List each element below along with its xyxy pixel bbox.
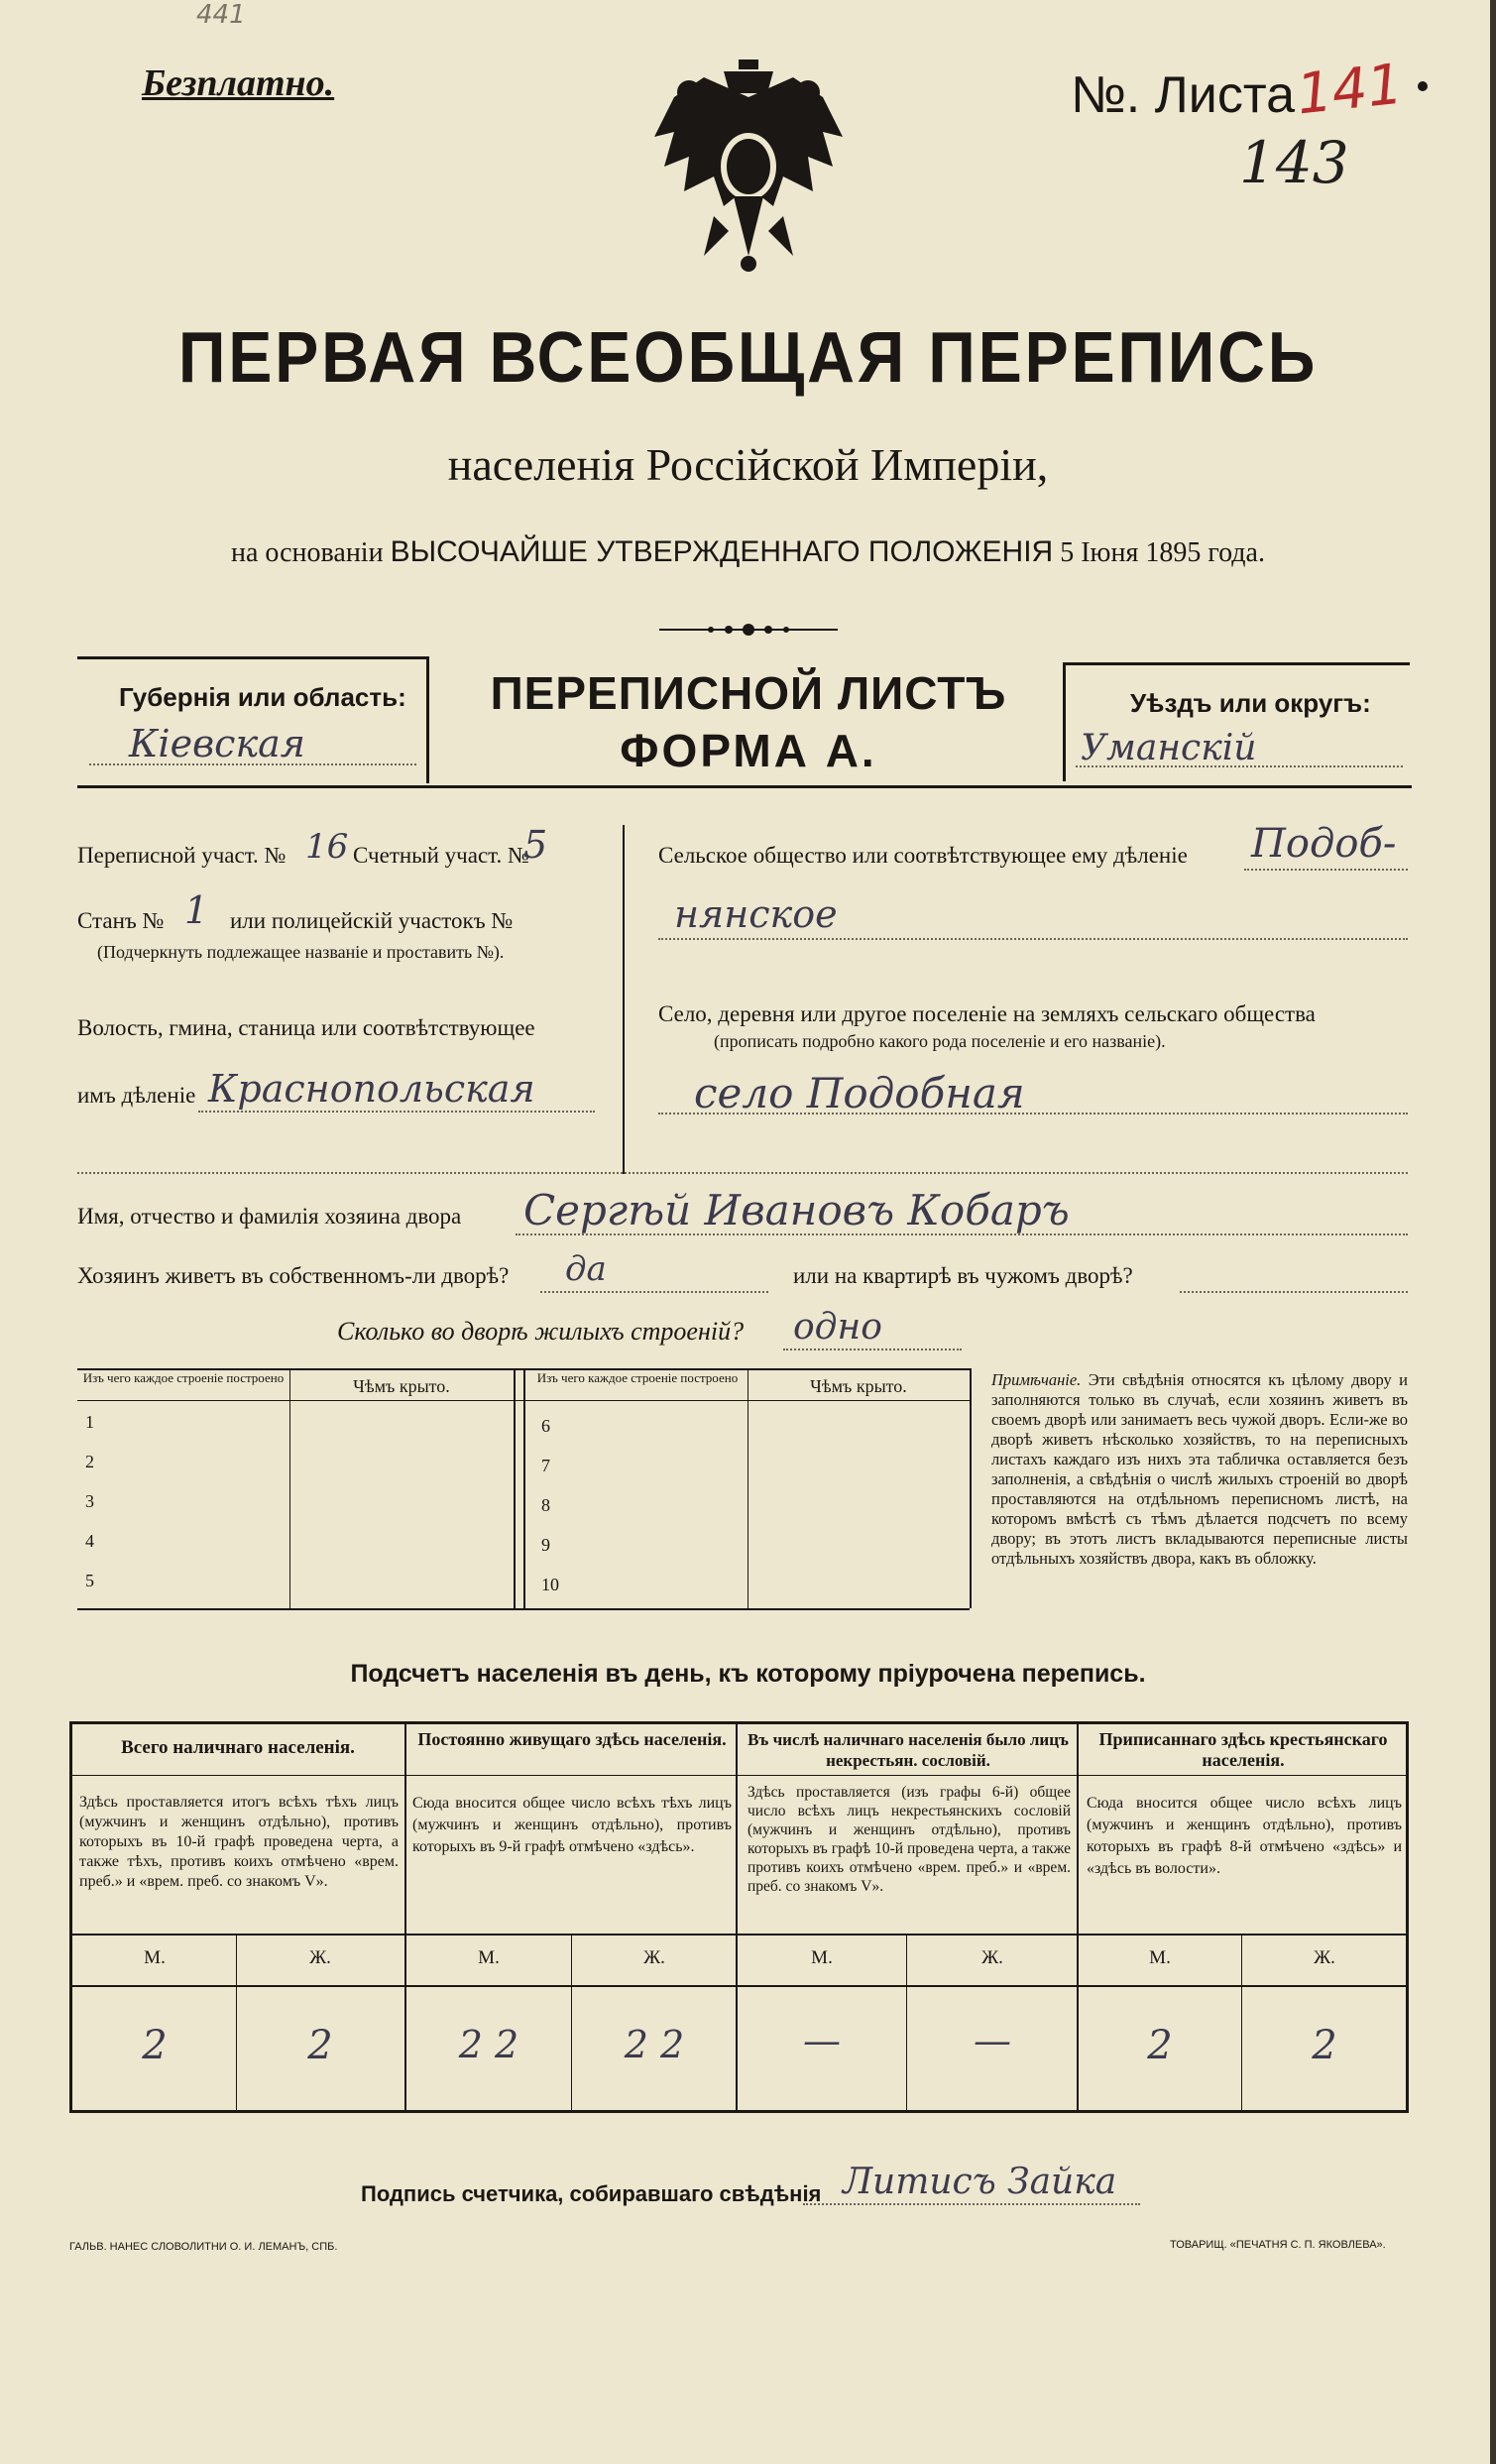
signature-label: Подпись счетчика, собиравшаго свѣдѣнія — [361, 2181, 822, 2206]
obshchestvo-value-2: нянское — [674, 892, 838, 936]
schetny-uchast-value: 5 — [523, 823, 548, 867]
selo-value: село Подобная — [694, 1069, 1025, 1117]
selo-label: Село, деревня или другое поселеніе на земляхъ сельскаго общества — [658, 1001, 1316, 1026]
uezd-label: Уѣздъ или округъ: — [1130, 688, 1371, 718]
buildings-col-material-right: Изъ чего каждое строеніе построено — [536, 1370, 739, 1385]
census-basis — [0, 535, 1496, 569]
sheet-number-label: №. Листа — [1071, 66, 1296, 124]
count-col-total-title: Всего наличнаго населенія. — [121, 1737, 355, 1758]
census-title: ПЕРВАЯ ВСЕОБЩАЯ ПЕРЕПИСЬ — [177, 318, 1319, 398]
count-total-m-value: 2 — [142, 2023, 168, 2068]
stan-note: (Подчеркнуть подлежащее названіе и проставить №). — [97, 942, 505, 962]
buildings-value: одно — [793, 1307, 882, 1348]
building-row-number: 7 — [541, 1456, 550, 1475]
count-col-permanent-desc: Сюда вносится общее число всѣхъ тѣхъ лицъ (мужчинъ и женщинъ отдѣльно), противъ которыхъ въ 9-й графѣ отмѣчено «здѣсь». — [412, 1795, 732, 1855]
count-heading: Подсчетъ населенія въ день, къ которому пріурочена перепись. — [350, 1660, 1146, 1688]
census-subtitle: населенія Россійской Имперіи, — [447, 439, 1049, 490]
pencil-archive-number: 441 — [196, 0, 246, 30]
buildings-col-roof-right: Чѣмъ крыто. — [810, 1376, 907, 1396]
schetny-uchast-label: Счетный участ. № — [353, 843, 529, 868]
perepis-uchast-value: 16 — [305, 827, 349, 867]
own-yard-label: Хозяинъ живетъ въ собственномъ-ли дворѣ? — [77, 1263, 510, 1288]
buildings-col-material-left: Изъ чего каждое строеніе построено — [82, 1370, 285, 1385]
sheet-number-value: 141 — [1293, 52, 1406, 128]
count-m-label: М. — [1149, 1947, 1171, 1968]
count-zh-label: Ж. — [1314, 1947, 1335, 1968]
count-col-nonpeasant-title: Въ числѣ наличнаго населенія было лицъ некрестьян. сословій. — [748, 1730, 1069, 1770]
count-m-label: М. — [144, 1947, 166, 1968]
count-permanent-zh-value: 2 2 — [624, 2023, 685, 2066]
footer-left-imprint: ГАЛЬВ. НАНЕС СЛОВОЛИТНИ О. И. ЛЕМАНЪ, СПБ. — [69, 2241, 338, 2253]
owner-label: Имя, отчество и фамилія хозяина двора — [77, 1204, 462, 1229]
volost-label-2: имъ дѣленіе — [77, 1083, 196, 1108]
count-col-peasant-title: Приписаннаго здѣсь крестьянскаго населенія. — [1098, 1729, 1388, 1770]
sheet-number-dot — [1418, 81, 1428, 91]
count-m-label: М. — [811, 1947, 833, 1968]
gubernia-value: Кіевская — [129, 722, 305, 765]
building-row-number: 9 — [541, 1535, 550, 1555]
volost-label-1: Волость, гмина, станица или соотвѣтствующее — [77, 1015, 535, 1040]
obshchestvo-label: Сельское общество или соотвѣтствующее ему дѣленіе — [658, 843, 1188, 868]
count-col-permanent-title: Постоянно живущаго здѣсь населенія. — [417, 1729, 727, 1749]
building-row-number: 10 — [541, 1575, 559, 1594]
stan-value: 1 — [184, 888, 209, 932]
footer-right-imprint: ТОВАРИЩ. «ПЕЧАТНЯ С. П. ЯКОВЛЕВА». — [1170, 2239, 1386, 2251]
volost-value: Краснопольская — [208, 1067, 535, 1111]
building-row-number: 3 — [85, 1491, 94, 1511]
note-head: Примѣчаніе. — [991, 1370, 1082, 1389]
uezd-value: Уманскій — [1081, 728, 1257, 768]
stan-label: Станъ № — [77, 908, 165, 933]
building-row-number: 1 — [85, 1412, 94, 1432]
form-subtitle: ФОРМА А. — [620, 725, 877, 776]
count-nonpeasant-zh-value: — — [974, 2019, 1011, 2062]
count-zh-label: Ж. — [981, 1947, 1003, 1968]
count-col-peasant-desc: Сюда вносится общее число всѣхъ лицъ (мужчинъ и женщинъ отдѣльно), противъ которыхъ въ графѣ 8-й отмѣчено «здѣсь» и «здѣсь въ волости». — [1087, 1795, 1402, 1877]
gubernia-label: Губернія или область: — [119, 682, 406, 712]
count-permanent-m-value: 2 2 — [458, 2023, 519, 2066]
pencil-sheet-number: 143 — [1239, 129, 1349, 196]
owner-value: Сергѣй Ивановъ Кобаръ — [523, 1186, 1070, 1234]
basis-date: 5 Іюня 1895 года. — [1060, 537, 1265, 568]
count-peasant-m-value: 2 — [1147, 2023, 1173, 2068]
building-row-number: 2 — [85, 1452, 94, 1471]
buildings-col-roof-left: Чѣмъ крыто. — [353, 1376, 450, 1396]
note — [991, 1370, 1408, 1569]
own-yard-value: да — [565, 1249, 607, 1289]
count-total-zh-value: 2 — [307, 2023, 333, 2068]
form-title: ПЕРЕПИСНОЙ ЛИСТЪ — [490, 667, 1007, 719]
building-row-number: 4 — [85, 1531, 94, 1551]
basis-caps: ВЫСОЧАЙШЕ УТВЕРЖДЕННАГО ПОЛОЖЕНІЯ — [390, 535, 1054, 568]
building-row-number: 5 — [85, 1571, 94, 1590]
police-label: или полицейскій участокъ № — [230, 908, 514, 933]
count-m-label: М. — [478, 1947, 500, 1968]
ornament-divider — [659, 617, 838, 643]
signature-value: Литисъ Зайка — [843, 2162, 1117, 2202]
free-label: Безплатно. — [142, 62, 335, 104]
building-row-number: 6 — [541, 1416, 550, 1436]
building-row-number: 8 — [541, 1495, 550, 1515]
double-headed-eagle-emblem — [644, 58, 853, 276]
count-zh-label: Ж. — [309, 1947, 331, 1968]
note-text: Эти свѣдѣнія относятся къ цѣлому двору и заполняются только въ случаѣ, если хозяинъ живетъ въ своемъ дворѣ или занимаетъ весь чужой дворъ. Если-же во дворѣ живетъ нѣсколько хозяйствъ, то на переписныхъ листахъ каждаго изъ нихъ эта табличка оставляется безъ заполненія, а свѣдѣнія о числѣ жилыхъ строеній во дворѣ проставляются на отдѣльномъ переписномъ листѣ, на которомъ вмѣстѣ съ тѣмъ дѣлается подсчетъ по всему двору; въ этотъ листъ вкладываются переписные листы отдѣльныхъ хозяйствъ двора, какъ въ обложку. — [991, 1370, 1408, 1568]
count-col-nonpeasant-desc: Здѣсь проставляется (изъ графы 6-й) общее число всѣхъ лицъ некрестьянскихъ сословій (мужчинъ и женщинъ отдѣльно), противъ которыхъ въ графѣ 10-й проведена черта, а также противъ коихъ отмѣчено «врем. преб.» и «врем. преб. со знакомъ V». — [748, 1784, 1071, 1895]
obshchestvo-value-1: Подоб- — [1251, 821, 1397, 867]
count-nonpeasant-m-value: — — [803, 2019, 841, 2062]
perepis-uchast-label: Переписной участ. № — [77, 843, 287, 868]
count-col-total-desc: Здѣсь проставляется итогъ всѣхъ тѣхъ лицъ (мужчинъ и женщинъ отдѣльно), противъ которыхъ въ 10-й графѣ проведена черта, а также тѣхъ, противъ коихъ отмѣчено «врем. преб.» и «врем. преб. со знакомъ V». — [79, 1794, 399, 1890]
count-zh-label: Ж. — [643, 1947, 665, 1968]
count-peasant-zh-value: 2 — [1312, 2023, 1337, 2068]
buildings-label: Сколько во дворѣ жилыхъ строеній? — [337, 1317, 745, 1346]
rent-label: или на квартирѣ въ чужомъ дворѣ? — [793, 1263, 1133, 1288]
selo-note: (прописать подробно какого рода поселеніе и его названіе). — [714, 1031, 1166, 1051]
basis-prefix: на основаніи — [231, 537, 384, 568]
